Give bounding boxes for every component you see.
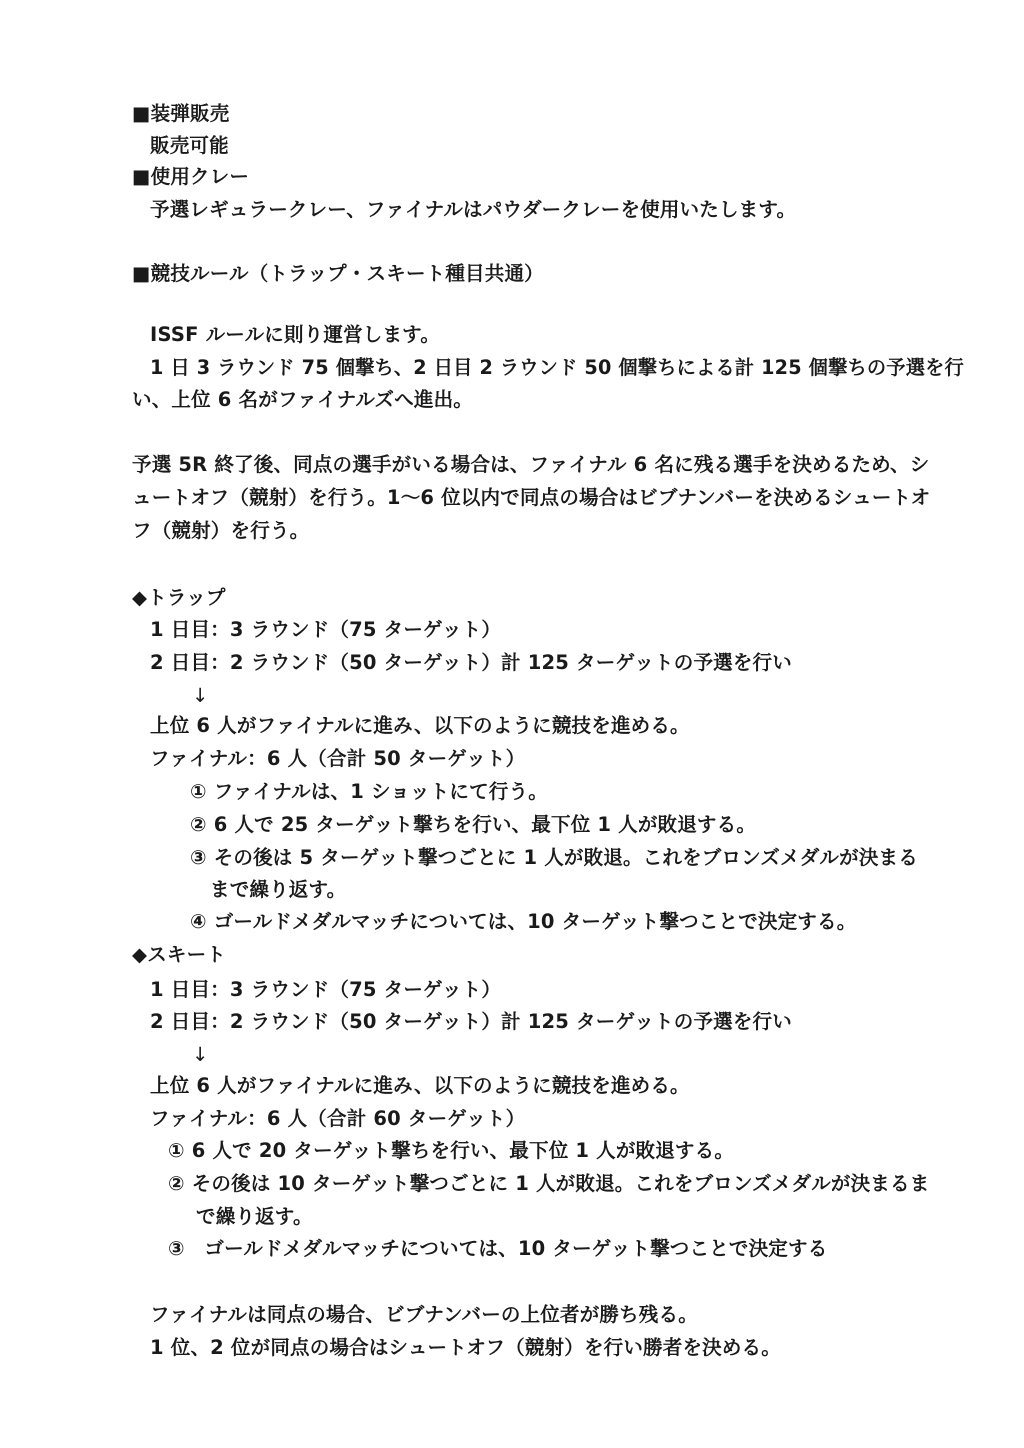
skeet-advance-text: 上位 6 人がファイナルに進み、以下のように競技を進める。 — [150, 1074, 690, 1097]
skeet-day-2: 2 日目：2 ラウンド（50 ターゲット）計 125 ターゲットの予選を行い — [150, 1010, 792, 1033]
skeet-final-item-2-line-2: で繰り返す。 — [196, 1205, 313, 1228]
clay-text: 予選レギュラークレー、ファイナルはパウダークレーを使用いたします。 — [150, 198, 797, 221]
trap-final-text: ファイナル：6 人（合計 50 ターゲット） — [150, 747, 526, 770]
trap-day-2: 2 日目：2 ラウンド（50 ターゲット）計 125 ターゲットの予選を行い — [150, 651, 792, 674]
skeet-final-item-1: ① 6 人で 20 ターゲット撃ちを行い、最下位 1 人が敗退する。 — [168, 1139, 735, 1162]
rules-paragraph-3-line-2: ュートオフ（競射）を行う。1～6 位以内で同点の場合はビブナンバーを決めるシュートオ — [132, 486, 931, 509]
ammo-sales-text: 販売可能 — [150, 134, 229, 157]
trap-down-arrow-icon: ↓ — [192, 684, 209, 707]
skeet-final-text: ファイナル：6 人（合計 60 ターゲット） — [150, 1107, 526, 1130]
tiebreak-line-1: ファイナルは同点の場合、ビブナンバーの上位者が勝ち残る。 — [150, 1303, 698, 1326]
rules-paragraph-2-line-1: 1 日 3 ラウンド 75 個撃ち、2 日目 2 ラウンド 50 個撃ちによる計 125 個撃ちの予選を行 — [150, 356, 964, 379]
trap-day-1: 1 日目：3 ラウンド（75 ターゲット） — [150, 618, 502, 641]
tiebreak-line-2: 1 位、2 位が同点の場合はシュートオフ（競射）を行い勝者を決める。 — [150, 1336, 781, 1359]
section-heading-clay: ■使用クレー — [132, 165, 250, 188]
skeet-down-arrow-icon: ↓ — [192, 1043, 209, 1066]
trap-final-item-3-line-1: ③ その後は 5 ターゲット撃つごとに 1 人が敗退。これをブロンズメダルが決まる — [190, 846, 918, 869]
rules-paragraph-1: ISSF ルールに則り運営します。 — [150, 323, 441, 346]
trap-final-item-4: ④ ゴールドメダルマッチについては、10 ターゲット撃つことで決定する。 — [190, 910, 857, 933]
trap-final-item-2: ② 6 人で 25 ターゲット撃ちを行い、最下位 1 人が敗退する。 — [190, 813, 757, 836]
section-heading-trap: ◆トラップ — [132, 586, 226, 609]
skeet-final-item-3: ③ ゴールドメダルマッチについては、10 ターゲット撃つことで決定する — [168, 1237, 828, 1260]
rules-paragraph-2-line-2: い、上位 6 名がファイナルズへ進出。 — [132, 388, 473, 411]
trap-final-item-3-line-2: まで繰り返す。 — [210, 878, 347, 901]
trap-final-item-1: ① ファイナルは、1 ショットにて行う。 — [190, 780, 548, 803]
section-heading-skeet: ◆スキート — [132, 943, 226, 966]
section-heading-ammo-sales: ■装弾販売 — [132, 102, 230, 125]
trap-advance-text: 上位 6 人がファイナルに進み、以下のように競技を進める。 — [150, 714, 690, 737]
skeet-day-1: 1 日目：3 ラウンド（75 ターゲット） — [150, 978, 502, 1001]
rules-paragraph-3-line-3: フ（競射）を行う。 — [132, 519, 310, 542]
skeet-final-item-2-line-1: ② その後は 10 ターゲット撃つごとに 1 人が敗退。これをブロンズメダルが決まるま — [168, 1172, 930, 1195]
section-heading-rules: ■競技ルール（トラップ・スキート種目共通） — [132, 262, 544, 285]
rules-paragraph-3-line-1: 予選 5R 終了後、同点の選手がいる場合は、ファイナル 6 名に残る選手を決めるため、シ — [132, 453, 930, 476]
